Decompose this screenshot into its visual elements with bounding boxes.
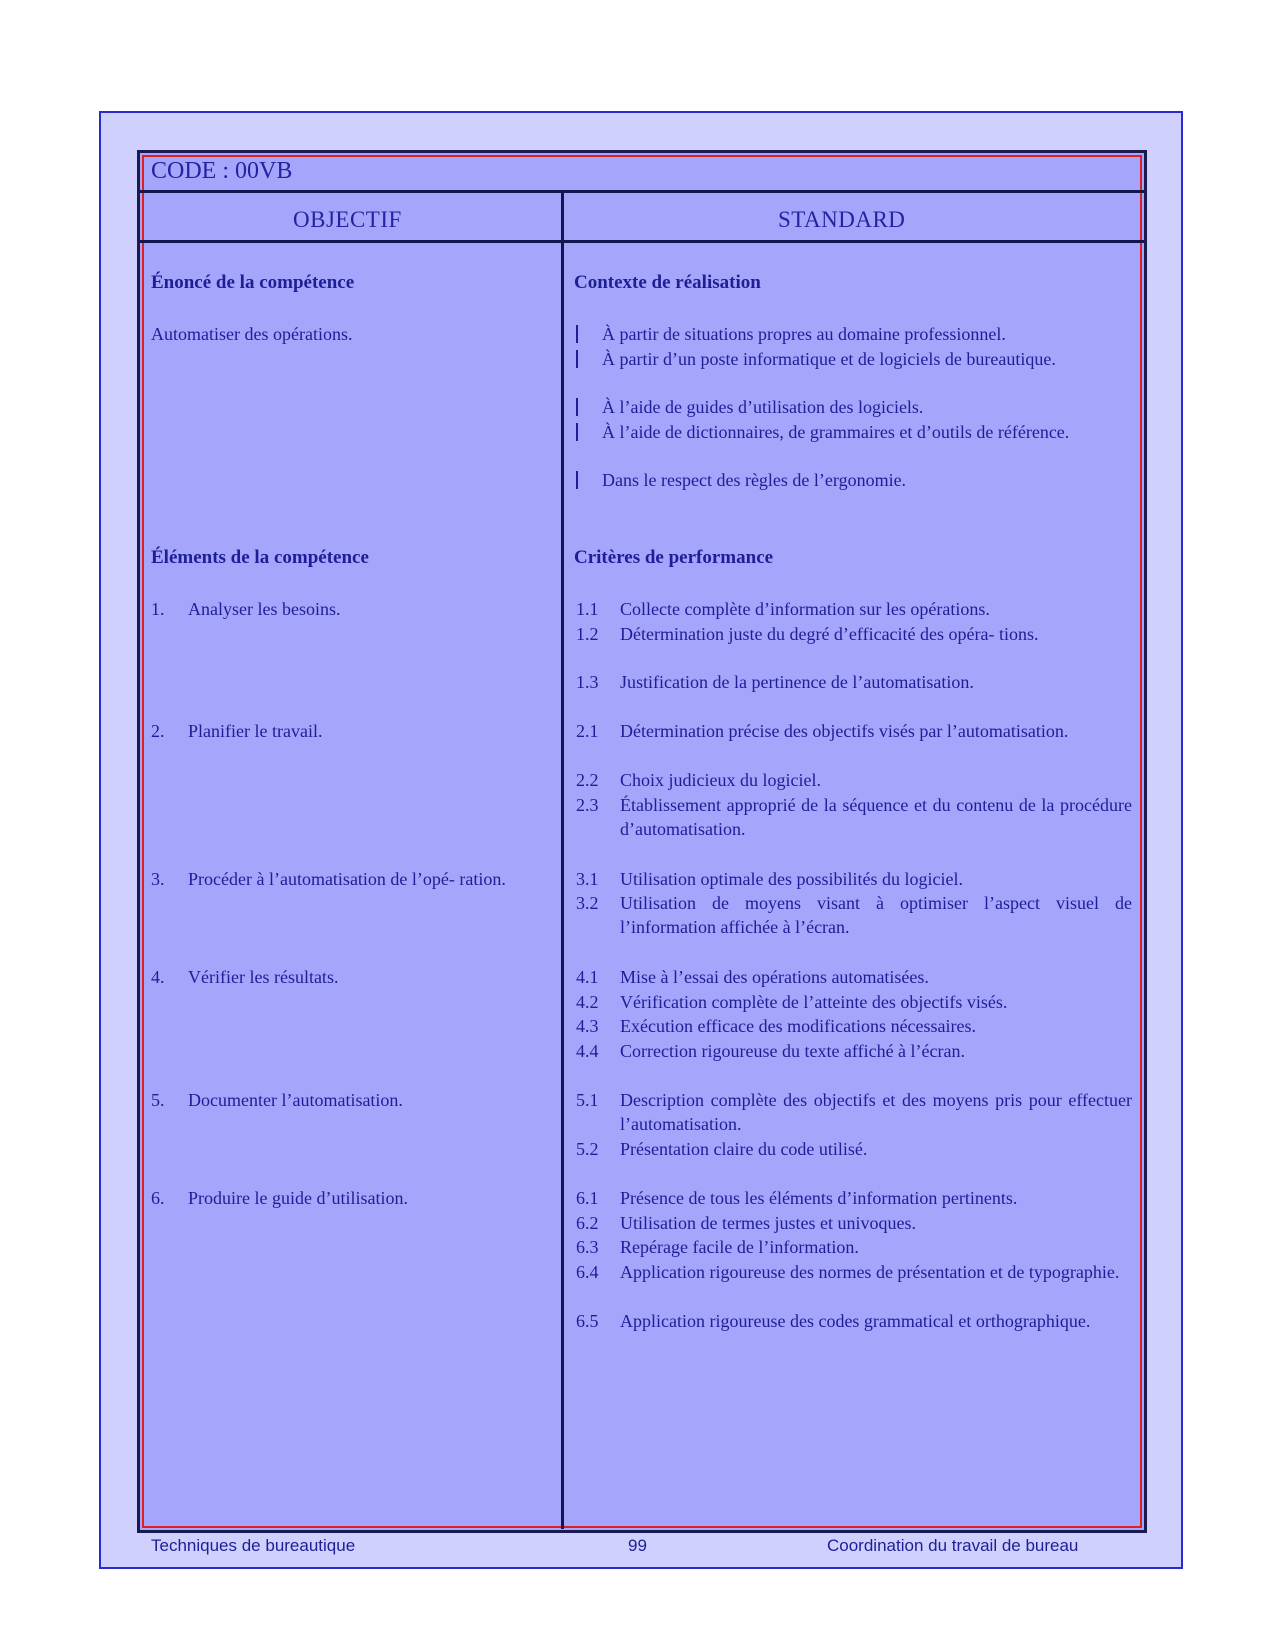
element-number: 6. — [151, 1188, 165, 1208]
criteres-heading: Critères de performance — [574, 547, 774, 568]
critere-number: 1.2 — [576, 624, 599, 644]
element-text: Analyser les besoins. — [188, 599, 341, 619]
critere-text: Application rigoureuse des normes de présentation et de typographie. — [620, 1262, 1120, 1282]
element-number: 3. — [151, 869, 165, 889]
critere-text: Description complète des objectifs et des moyens pris pour effectuer l’automatisation. — [620, 1090, 1132, 1134]
column-header-objectif: OBJECTIF — [293, 207, 402, 232]
critere-number: 6.2 — [576, 1213, 599, 1233]
element-text: Vérifier les résultats. — [188, 967, 339, 987]
competency-code: CODE : 00VB — [151, 158, 293, 184]
contexte-item: À partir d’un poste informatique et de logiciels de bureautique. — [602, 349, 1056, 369]
critere-number: 4.3 — [576, 1016, 599, 1036]
contexte-item: À partir de situations propres au domaine professionnel. — [602, 324, 1006, 344]
critere-number: 6.5 — [576, 1311, 599, 1331]
element-number: 1. — [151, 599, 165, 619]
enonce-text: Automatiser des opérations. — [151, 324, 353, 344]
critere-number: 4.1 — [576, 967, 599, 987]
critere-number: 1.1 — [576, 599, 599, 619]
critere-text: Justification de la pertinence de l’automatisation. — [620, 672, 974, 692]
critere-number: 2.1 — [576, 721, 599, 741]
enonce-heading: Énoncé de la compétence — [151, 272, 355, 293]
element-text: Procéder à l’automatisation de l’opé- ration. — [188, 869, 506, 889]
critere-number: 1.3 — [576, 672, 599, 692]
critere-number: 4.2 — [576, 992, 599, 1012]
critere-text: Choix judicieux du logiciel. — [620, 770, 821, 790]
critere-number: 5.1 — [576, 1090, 599, 1110]
critere-text: Exécution efficace des modifications nécessaires. — [620, 1016, 977, 1036]
element-text: Produire le guide d’utilisation. — [188, 1188, 408, 1208]
critere-text: Détermination précise des objectifs visés par l’automatisation. — [620, 721, 1069, 741]
critere-text: Établissement approprié de la séquence et du contenu de la procédure d’automatisation. — [620, 795, 1132, 839]
contexte-item: À l’aide de guides d’utilisation des logiciels. — [602, 397, 924, 417]
column-header-divider — [140, 240, 1144, 243]
critere-text: Application rigoureuse des codes grammatical et orthographique. — [620, 1311, 1091, 1331]
critere-text: Présentation claire du code utilisé. — [620, 1139, 868, 1159]
critere-number: 5.2 — [576, 1139, 599, 1159]
footer-page-number: 99 — [628, 1536, 647, 1555]
critere-text: Détermination juste du degré d’efficacité des opéra- tions. — [620, 624, 1039, 644]
critere-text: Utilisation de termes justes et univoques. — [620, 1213, 916, 1233]
element-text: Documenter l’automatisation. — [188, 1090, 403, 1110]
critere-text: Mise à l’essai des opérations automatisées. — [620, 967, 929, 987]
critere-text: Présence de tous les éléments d’information pertinents. — [620, 1188, 1018, 1208]
critere-text: Vérification complète de l’atteinte des objectifs visés. — [620, 992, 1008, 1012]
critere-number: 2.3 — [576, 795, 599, 815]
critere-number: 6.3 — [576, 1237, 599, 1257]
contexte-item: Dans le respect des règles de l’ergonomie. — [602, 470, 907, 490]
contexte-heading: Contexte de réalisation — [574, 272, 761, 293]
critere-number: 3.2 — [576, 893, 599, 913]
column-divider — [561, 192, 564, 1529]
header-divider — [140, 190, 1144, 193]
element-text: Planifier le travail. — [188, 721, 323, 741]
critere-number: 3.1 — [576, 869, 599, 889]
contexte-item: À l’aide de dictionnaires, de grammaires et d’outils de référence. — [602, 422, 1070, 442]
column-header-standard: STANDARD — [778, 207, 906, 232]
element-number: 4. — [151, 967, 165, 987]
element-number: 2. — [151, 721, 165, 741]
footer-program: Techniques de bureautique — [151, 1536, 356, 1555]
critere-number: 6.4 — [576, 1262, 599, 1282]
critere-number: 2.2 — [576, 770, 599, 790]
critere-text: Correction rigoureuse du texte affiché à l’écran. — [620, 1041, 966, 1061]
critere-text: Repérage facile de l’information. — [620, 1237, 859, 1257]
critere-text: Collecte complète d’information sur les opérations. — [620, 599, 990, 619]
footer-course: Coordination du travail de bureau — [827, 1536, 1079, 1555]
elements-heading: Éléments de la compétence — [151, 547, 369, 568]
critere-number: 4.4 — [576, 1041, 599, 1061]
element-number: 5. — [151, 1090, 165, 1110]
critere-number: 6.1 — [576, 1188, 599, 1208]
critere-text: Utilisation optimale des possibilités du logiciel. — [620, 869, 963, 889]
critere-text: Utilisation de moyens visant à optimiser l’aspect visuel de l’information affichée à l’écran. — [620, 893, 1132, 937]
